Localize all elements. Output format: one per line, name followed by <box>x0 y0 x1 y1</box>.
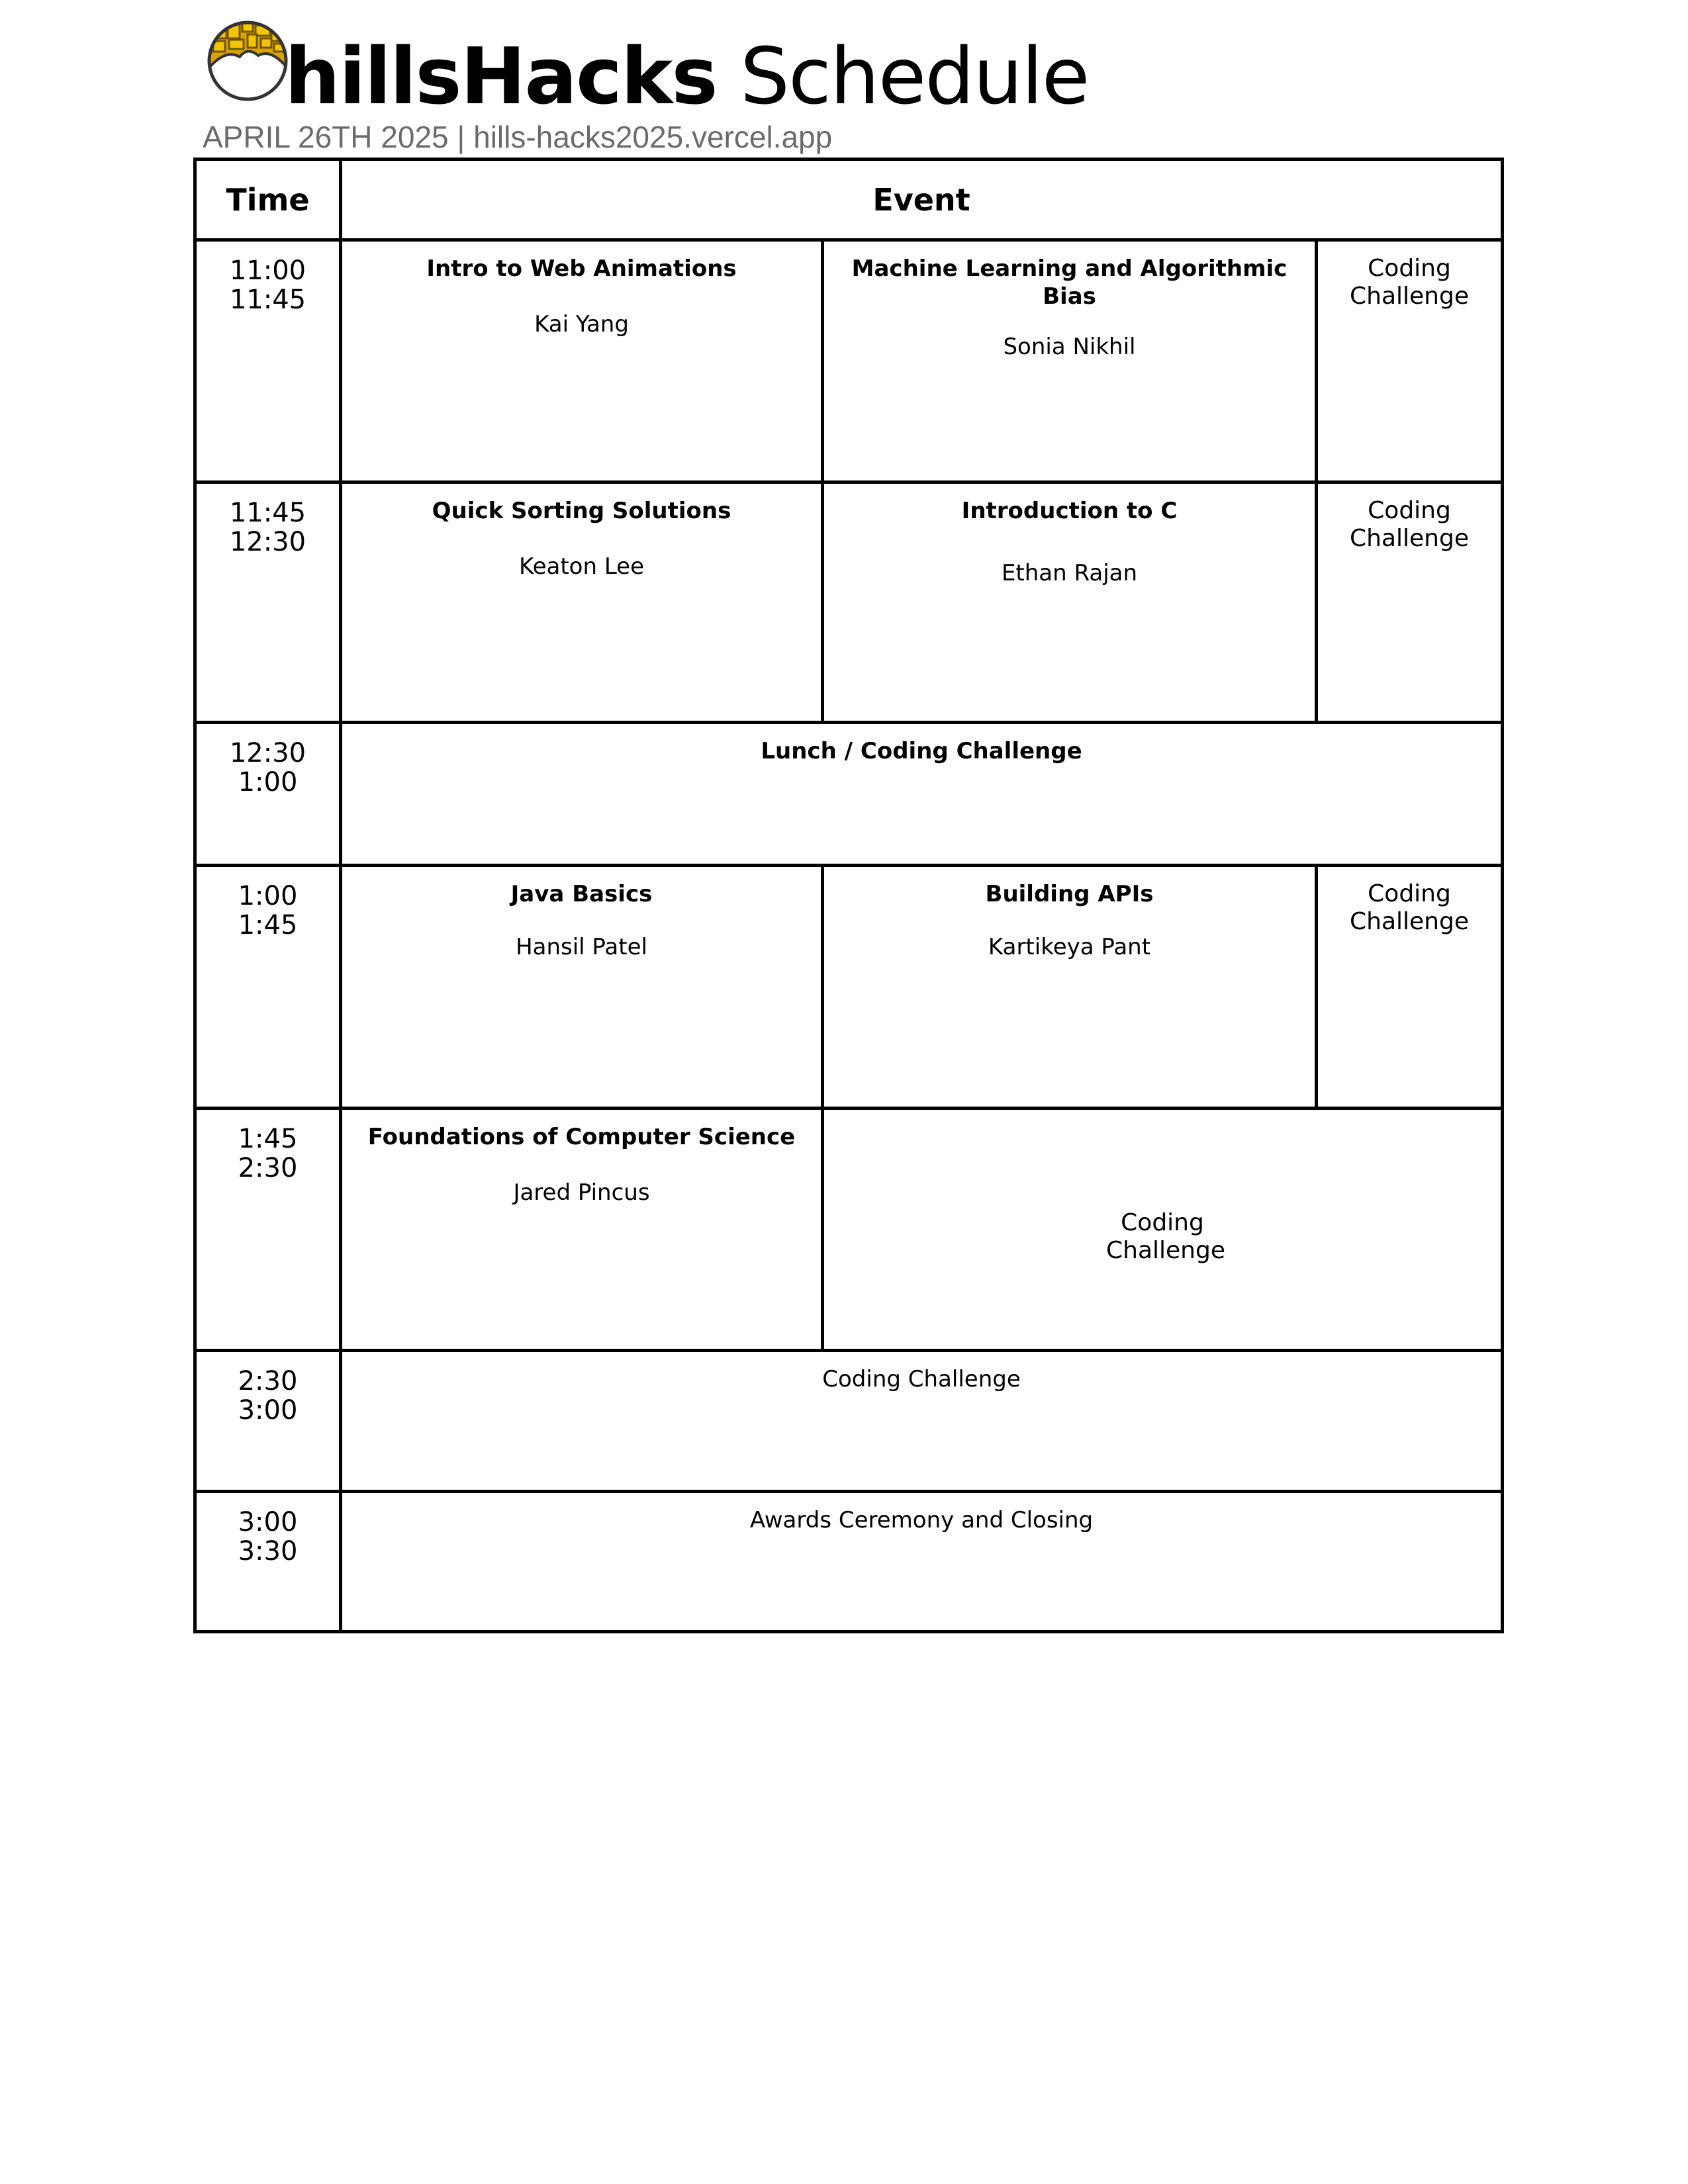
page-title <box>285 30 1089 122</box>
start-time: 1:00 <box>238 880 298 911</box>
closing-cell: Awards Ceremony and Closing <box>341 1491 1503 1631</box>
time-slot <box>195 482 341 722</box>
coding-challenge-cell: Coding Challenge <box>1317 865 1503 1108</box>
time-slot <box>195 865 341 1108</box>
session-speaker: Kai Yang <box>534 311 629 338</box>
time-slot <box>195 1351 341 1491</box>
time-slot <box>195 722 341 865</box>
session-cell <box>823 482 1317 722</box>
coding-challenge-cell: Coding Challenge <box>1317 240 1503 482</box>
schedule-table <box>193 158 1504 1633</box>
session-title: Java Basics <box>510 880 653 907</box>
brand-name: hillsHacks <box>285 30 717 122</box>
session-cell <box>823 240 1317 482</box>
end-time: 2:30 <box>238 1152 298 1183</box>
start-time: 2:30 <box>238 1366 298 1397</box>
hillshacks-logo-icon <box>207 20 289 103</box>
session-title: Intro to Web Animations <box>426 255 737 283</box>
session-speaker: Hansil Patel <box>516 933 647 960</box>
session-speaker: Ethan Rajan <box>1001 559 1138 586</box>
session-cell <box>341 240 823 482</box>
table-row <box>195 722 1503 865</box>
end-time: 12:30 <box>229 526 306 557</box>
start-time: 11:45 <box>229 497 306 528</box>
end-time: 3:00 <box>238 1395 298 1426</box>
time-slot <box>195 1491 341 1631</box>
start-time: 12:30 <box>229 737 306 768</box>
table-header-row <box>195 159 1503 240</box>
end-time: 3:30 <box>238 1535 298 1567</box>
table-row <box>195 1108 1503 1351</box>
session-title: Machine Learning and Algorithmic Bias <box>851 255 1288 310</box>
start-time: 3:00 <box>238 1506 298 1537</box>
time-slot <box>195 240 341 482</box>
table-row <box>195 865 1503 1108</box>
session-cell <box>341 482 823 722</box>
start-time: 11:00 <box>229 255 306 287</box>
event-column-header: Event <box>341 159 1503 240</box>
coding-challenge-cell: Coding Challenge <box>341 1351 1503 1491</box>
table-row <box>195 1491 1503 1631</box>
coding-challenge-cell: Coding Challenge <box>1317 482 1503 722</box>
session-cell <box>823 865 1317 1108</box>
end-time: 1:45 <box>238 909 298 940</box>
time-column-header: Time <box>195 159 341 240</box>
session-cell <box>341 865 823 1108</box>
session-speaker: Kartikeya Pant <box>988 933 1151 960</box>
page-subtitle: APRIL 26TH 2025 | hills-hacks2025.vercel.app <box>203 120 833 154</box>
page-header <box>199 20 1456 159</box>
lunch-cell: Lunch / Coding Challenge <box>341 722 1503 865</box>
end-time: 1:00 <box>238 766 298 797</box>
session-speaker: Jared Pincus <box>513 1179 650 1206</box>
session-speaker: Sonia Nikhil <box>1003 334 1136 361</box>
session-title: Foundations of Computer Science <box>367 1123 796 1150</box>
session-speaker: Keaton Lee <box>518 553 645 580</box>
table-row <box>195 482 1503 722</box>
session-title: Quick Sorting Solutions <box>432 497 731 524</box>
table-row <box>195 1351 1503 1491</box>
coding-challenge-label: Coding Challenge <box>1106 1209 1225 1265</box>
coding-challenge-cell <box>823 1108 1503 1351</box>
time-slot <box>195 1108 341 1351</box>
end-time: 11:45 <box>229 285 306 316</box>
session-title: Building APIs <box>985 880 1154 907</box>
table-row <box>195 240 1503 482</box>
title-suffix: Schedule <box>716 30 1089 122</box>
session-cell <box>341 1108 823 1351</box>
start-time: 1:45 <box>238 1123 298 1154</box>
session-title: Introduction to C <box>961 497 1178 524</box>
